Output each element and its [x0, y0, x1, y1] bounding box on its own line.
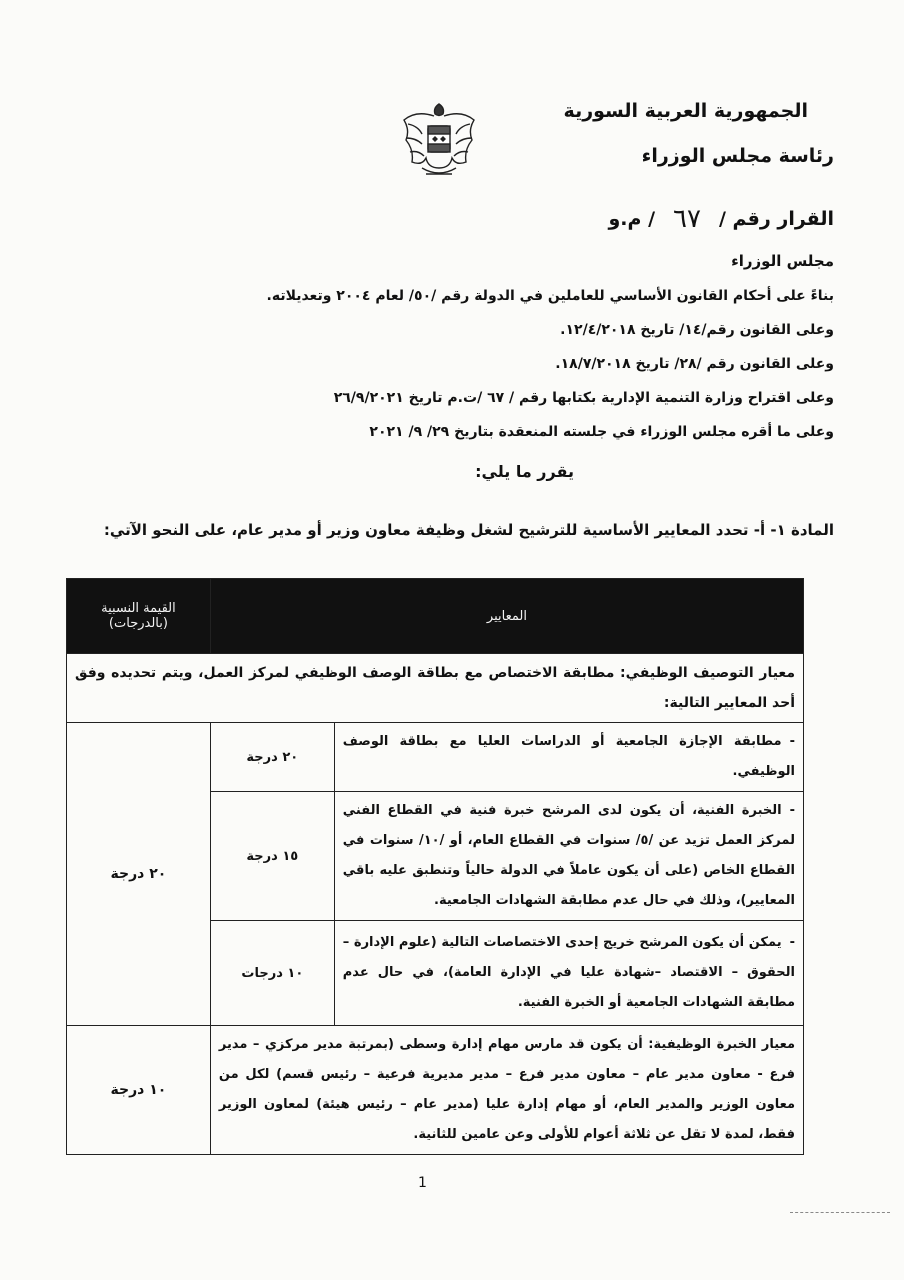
- scan-edge-line: [790, 1212, 890, 1213]
- office-name: رئاسة مجلس الوزراء: [641, 145, 834, 167]
- criterion-score: ١٠ درجات: [210, 921, 334, 1026]
- criterion-score: ١٥ درجة: [210, 792, 334, 921]
- table-header-row: [67, 579, 804, 654]
- syrian-eagle-emblem-icon: [398, 98, 480, 186]
- section1-total: ٢٠ درجة: [67, 723, 211, 1026]
- section1-title: معيار التوصيف الوظيفي: مطابقة الاختصاص مع بطاقة الوصف الوظيفي لمركز العمل، ويتم تحديده وفق أحد المعايير التالية:: [67, 654, 804, 723]
- preamble-line: بناءً على أحكام القانون الأساسي للعاملين في الدولة رقم /٥٠/ لعام ٢٠٠٤ وتعديلاته.: [266, 288, 834, 304]
- decision-label: القرار رقم /: [718, 208, 834, 230]
- section2-text: معيار الخبرة الوظيفية: أن يكون قد مارس مهام إدارة وسطى (بمرتبة مدير مركزي – مدير فرع - معاون مدير عام – معاون مدير فرع – مدير مديرية فرعية – رئيس قسم) لكل من معاون الوزير والمدير العام، أو مهام إدارة عليا (مدير عام – رئيس هيئة) لمعاون الوزير فقط، لمدة لا تقل عن ثلاثة أعوام للأولى وعن عامين للثانية.: [210, 1026, 803, 1155]
- section2-total: ١٠ درجة: [67, 1026, 211, 1155]
- country-name: الجمهورية العربية السورية: [563, 100, 808, 122]
- criteria-column-header: المعايير: [210, 579, 803, 654]
- page-number: 1: [418, 1175, 427, 1191]
- criterion-score: ٢٠ درجة: [210, 723, 334, 792]
- decision-number: ٦٧: [673, 204, 701, 234]
- table-row: [67, 723, 804, 792]
- section2-row: [67, 1026, 804, 1155]
- preamble-line: وعلى القانون رقم/١٤/ تاريخ ١٢/٤/٢٠١٨.: [560, 322, 834, 338]
- section1-title-row: [67, 654, 804, 723]
- scan-mark: [852, 10, 860, 18]
- criterion-text: -مطابقة الإجازة الجامعية أو الدراسات العليا مع بطاقة الوصف الوظيفي.: [334, 723, 803, 792]
- decision-number-line: [609, 204, 835, 234]
- preamble-line: وعلى اقتراح وزارة التنمية الإدارية بكتابها رقم / ٦٧ /ت.م تاريخ ٢٦/٩/٢٠٢١: [333, 390, 834, 406]
- value-header-unit: (بالدرجات): [108, 616, 168, 631]
- criterion-text-content: الخبرة الفنية، أن يكون لدى المرشح خبرة فنية في القطاع الفني لمركز العمل تزيد عن /٥/ سنوات في القطاع العام، أو /١٠/ سنوات في القطاع الخاص (على أن يكون عاملاً في الدولة حالياً وتنطبق عليه باقي المعايير)، وذلك في حال عدم مطابقة الشهادات الجامعية.: [342, 803, 795, 908]
- resolves-heading: يقرر ما يلي:: [475, 462, 574, 481]
- article-1-title: المادة ١- أ- تحدد المعايير الأساسية للترشيح لشغل وظيفة معاون وزير أو مدير عام، على النحو الآتي:: [103, 521, 834, 539]
- value-header-line: القيمة النسبية: [101, 601, 176, 616]
- preamble-line: وعلى ما أقره مجلس الوزراء في جلسته المنعقدة بتاريخ ٢٩/ ٩/ ٢٠٢١: [369, 424, 834, 440]
- council-heading: مجلس الوزراء: [731, 252, 834, 270]
- value-column-header: [67, 579, 211, 654]
- criterion-text: -الخبرة الفنية، أن يكون لدى المرشح خبرة فنية في القطاع الفني لمركز العمل تزيد عن /٥/ سنوات في القطاع العام، أو /١٠/ سنوات في القطاع الخاص (على أن يكون عاملاً في الدولة حالياً وتنطبق عليه باقي المعايير)، وذلك في حال عدم مطابقة الشهادات الجامعية.: [334, 792, 803, 921]
- criterion-text-content: مطابقة الإجازة الجامعية أو الدراسات العليا مع بطاقة الوصف الوظيفي.: [342, 734, 795, 779]
- decision-suffix: / م.و: [608, 208, 656, 230]
- criterion-text-content: يمكن أن يكون المرشح خريج إحدى الاختصاصات التالية (علوم الإدارة – الحقوق – الاقتصاد –شهادة عليا في الإدارة العامة)، في حال عدم مطابقة الشهادات الجامعية أو الخبرة الفنية.: [342, 935, 795, 1010]
- preamble-line: وعلى القانون رقم /٢٨/ تاريخ ١٨/٧/٢٠١٨.: [555, 356, 834, 372]
- criteria-table: [66, 578, 804, 1155]
- criterion-text: -يمكن أن يكون المرشح خريج إحدى الاختصاصات التالية (علوم الإدارة – الحقوق – الاقتصاد –شهادة عليا في الإدارة العامة)، في حال عدم مطابقة الشهادات الجامعية أو الخبرة الفنية.: [334, 921, 803, 1026]
